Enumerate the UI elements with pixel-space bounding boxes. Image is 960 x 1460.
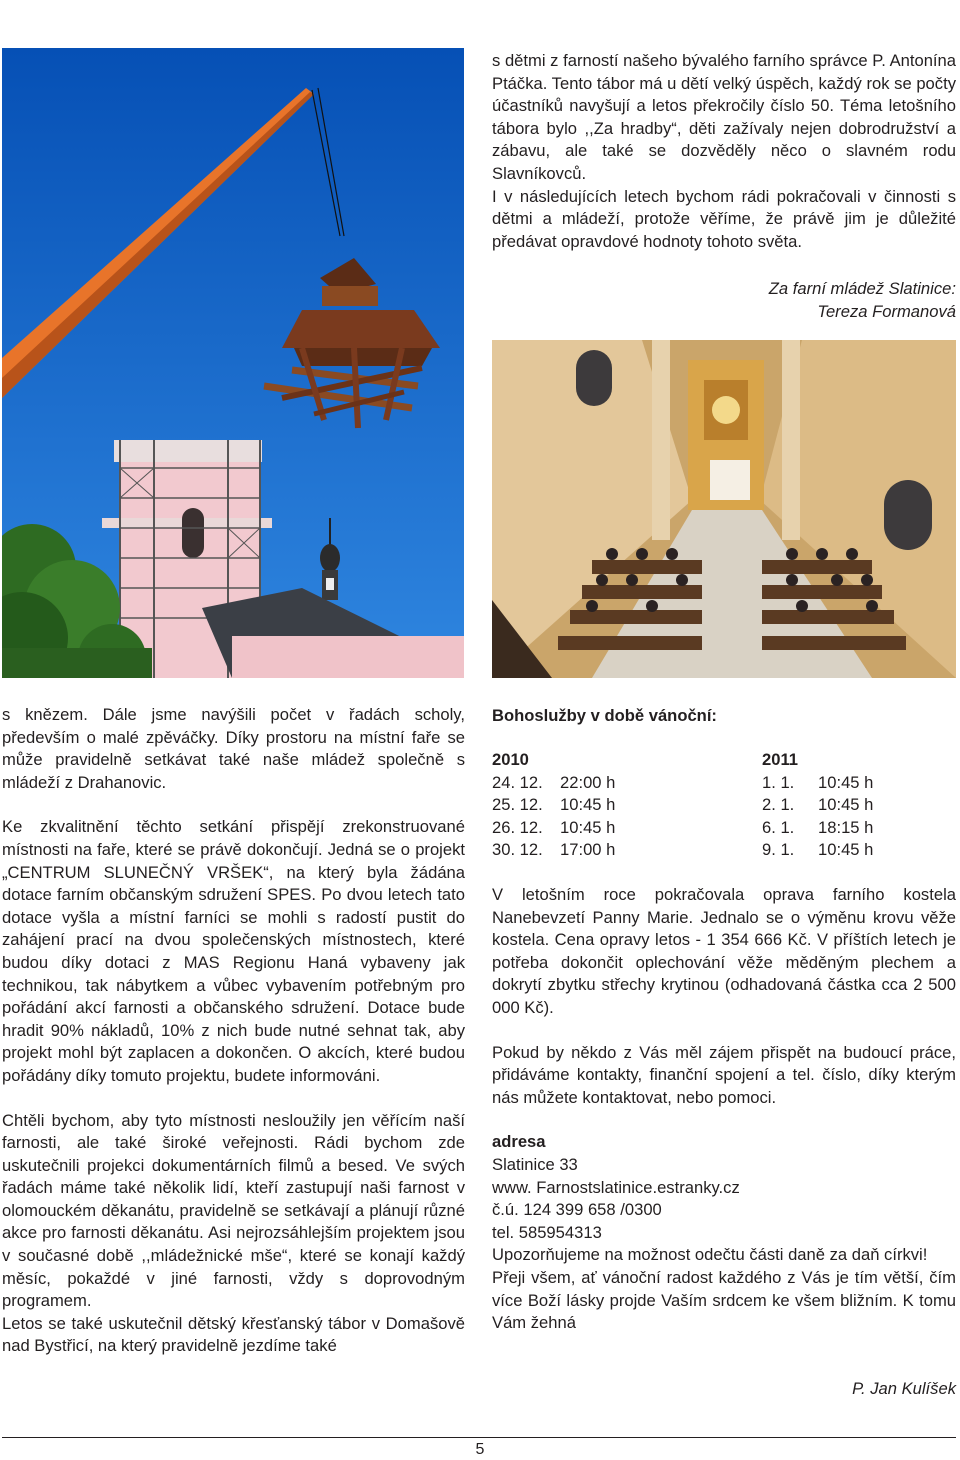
service-date-a: 30. 12.	[492, 840, 543, 860]
address-line-1: Slatinice 33	[492, 1154, 578, 1174]
footer-rule	[2, 1437, 956, 1438]
service-date-a: 26. 12.	[492, 817, 543, 837]
right-paragraph-1: V letošním roce pokračovala oprava farního kostela Nanebevzetí Panny Marie. Jednalo se o výměnu krovu věže kostela. Cena opravy letos - 1 354 666 Kč. V příštích letech je potřeba dokončit oplechování věže měděným plechem a dokrytí zbytku střechy krytinou (odhadovaná částka cca 2 500 000 Kč).	[492, 885, 956, 1017]
service-time-a: 22:00 h	[560, 772, 616, 792]
church-interior-illustration	[492, 340, 956, 678]
address-phone: tel. 585954313	[492, 1222, 602, 1242]
services-title: Bohoslužby v době vánoční:	[492, 706, 717, 725]
youth-signature-line-2: Tereza Formanová	[817, 301, 956, 321]
service-time-a: 17:00 h	[560, 840, 616, 860]
left-window	[576, 350, 612, 406]
service-time-a: 10:45 h	[560, 795, 616, 815]
top-right-text	[492, 50, 956, 253]
page-number: 5	[475, 1441, 485, 1458]
services-year-2010: 2010	[492, 750, 529, 769]
address-account: č.ú. 124 399 658 /0300	[492, 1200, 662, 1220]
service-date-b: 2. 1.	[762, 795, 795, 815]
right-paragraph-4: Přeji všem, ať vánoční radost každého z Vás je tím větší, čím více Boží lásky projde Vaším srdcem ke všem bližním. K tomu Vám žehná	[492, 1267, 956, 1333]
youth-signature-line-1: Za farní mládež Slatinice:	[768, 279, 956, 298]
service-time-b: 10:45 h	[818, 795, 874, 815]
service-date-a: 25. 12.	[492, 795, 543, 815]
right-column-text	[492, 884, 956, 1335]
priest-signature: P. Jan Kulíšek	[852, 1379, 956, 1398]
photo-crane-tower	[2, 48, 464, 678]
service-time-b: 10:45 h	[818, 840, 874, 860]
address-label: adresa	[492, 1132, 546, 1152]
address-website: www. Farnostslatinice.estranky.cz	[492, 1177, 740, 1197]
service-time-b: 10:45 h	[818, 772, 874, 792]
left-column-text	[2, 704, 465, 1358]
right-paragraph-3: Upozorňujeme na možnost odečtu části daně za daň církvi!	[492, 1245, 928, 1265]
service-date-b: 1. 1.	[762, 772, 795, 792]
left-paragraph-4: Letos se také uskutečnil dětský křesťanský tábor v Domašově nad Bystřicí, na který pravidelně jezdíme také	[2, 1313, 465, 1356]
services-year-2011: 2011	[762, 750, 798, 769]
left-paragraph-2: Ke zkvalitnění těchto setkání přispějí zrekonstruované místnosti na faře, které se právě dokončují. Jedná se o projekt „CENTRUM SLUNEČNÝ VRŠEK“, na který byla žádána dotace farním občanským sdružení SPES. Po dvou letech tato dotace vyšla a místní farníci se mohli s radostí pustit do zahájení prací na dvou společenských místnostech, které budou díky dotaci z MAS Regionu Haná vybaveny jak technikou, tak nábytkem a vůbec vybavením potřebným pro pořádání akcí farnosti a občanského sdružení. Dotace bude hradit 90% nákladů, 10% z nich bude nutné sehnat tak, aby projekt mohl být zaplacen a dokončen. O akcích, které budou pořádány díky tomuto projektu, budete informováni.	[2, 817, 465, 1085]
service-date-b: 6. 1.	[762, 817, 795, 837]
top-right-paragraph-1: s dětmi z farností našeho bývalého farního správce P. Antonína Ptáčka. Tento tábor má u dětí velký úspěch, každý rok se počty účastníků navyšují a letos překročily číslo 50. Téma letošního tábora bylo ,,Za hradby“, děti zažívaly nejen dobrodružství a zábavu, ale také se dozvěděly něco o slavném rodu Slavníkovců.	[492, 51, 956, 183]
service-time-b: 18:15 h	[818, 817, 874, 837]
top-right-paragraph-2: I v následujících letech bychom rádi pokračovali v činnosti s dětmi a mládeží, protože věříme, že právě jim je důležité předávat opravdové hodnoty tohoto světa.	[492, 186, 956, 251]
right-paragraph-2: Pokud by někdo z Vás měl zájem přispět na budoucí práce, přidáváme kontakty, finanční spojení a tel. číslo, díky kterým nás můžete kontaktovat, nebo pomoci.	[492, 1042, 956, 1107]
crane-photo-illustration	[2, 48, 464, 678]
right-window	[884, 480, 932, 550]
services-schedule	[492, 706, 956, 867]
services-table	[492, 749, 956, 867]
photo-church-interior	[492, 340, 956, 678]
service-time-a: 10:45 h	[560, 817, 616, 837]
youth-signature	[492, 278, 956, 323]
service-date-b: 9. 1.	[762, 840, 795, 860]
service-date-a: 24. 12.	[492, 772, 543, 792]
left-paragraph-3: Chtěli bychom, aby tyto místnosti nesloužily jen věřícím naší farnosti, ale také široké veřejnosti. Rádi bychom zde uskutečnili projekci dokumentárních filmů a besed. Ve svých řadách máme také několik lidí, kteří zastupují naši farnost v olomouckém děkanátu, pravidelně se setkávají a plánují různé akce pro farnosti děkanátu. Asi nejrozsáhlejším projektem jsou v současné době ,,mládežnické mše“, které se konají každý měsíc, pokaždé v jiné farnosti, vždy s doprovodným programem.	[2, 1110, 465, 1311]
left-paragraph-1: s knězem. Dále jsme navýšili počet v řadách scholy, především o malé zpěváčky. Díky prostoru na místní faře se může pravidelně setkávat také naše mládež společně s mládeží z Drahanovic.	[2, 705, 465, 792]
